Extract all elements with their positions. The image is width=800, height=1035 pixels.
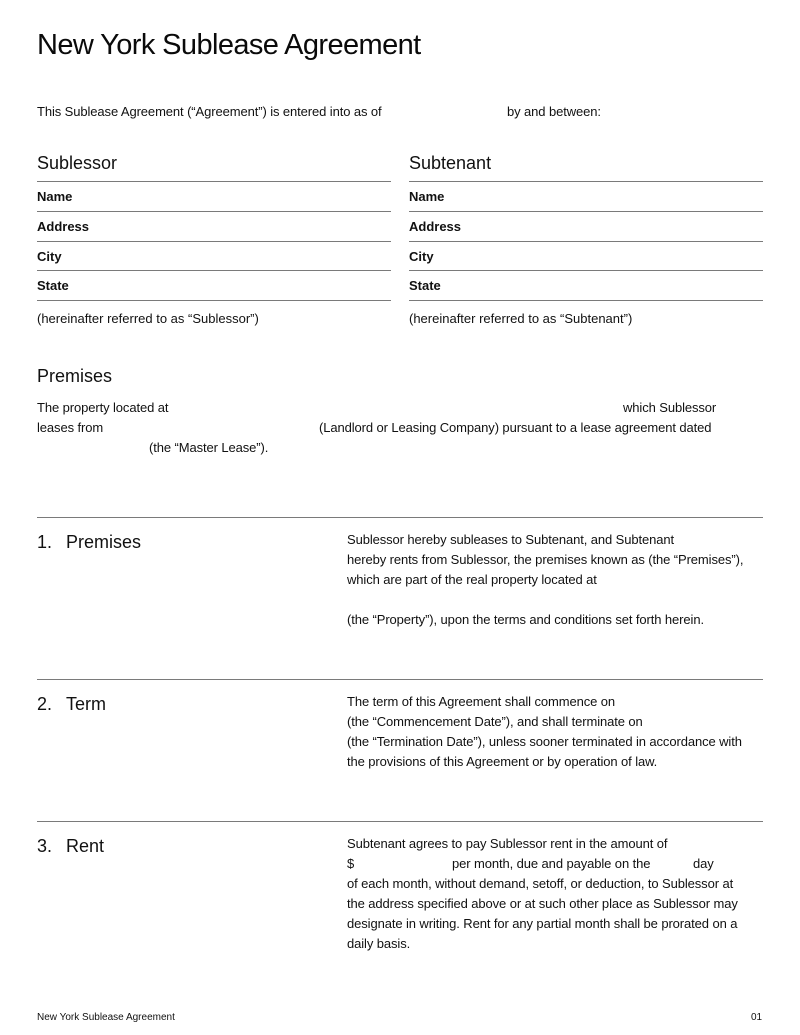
section-number: 2. — [37, 694, 53, 714]
landlord-field[interactable] — [112, 418, 312, 438]
subtenant-city-field[interactable] — [442, 245, 762, 267]
text-line: the address specified above or at such other place as Sublessor may — [347, 896, 738, 911]
section-1-body — [347, 530, 743, 630]
divider — [409, 181, 763, 182]
section-3-body-rest — [347, 874, 738, 954]
sublessor-heading: Sublessor — [37, 153, 118, 173]
section-number: 3. — [37, 836, 53, 856]
subtenant-address-label: Address — [409, 219, 462, 234]
divider — [37, 270, 391, 271]
section-3-line2-mid: per month, due and payable on the — [452, 856, 651, 871]
subtenant-state-label: State — [409, 278, 441, 293]
text-line: The term of this Agreement shall commence on — [347, 694, 616, 709]
text-line: daily basis. — [347, 936, 411, 951]
divider — [37, 241, 391, 242]
section-divider — [37, 821, 763, 822]
premises-line1-end: which Sublessor — [623, 400, 717, 415]
premises-line3: (the “Master Lease”). — [149, 440, 269, 455]
sublessor-state-label: State — [37, 278, 69, 293]
subtenant-city-label: City — [409, 249, 434, 264]
section-title: Premises — [66, 532, 142, 552]
property-address-field[interactable] — [182, 398, 617, 418]
divider — [37, 211, 391, 212]
text-line: the provisions of this Agreement or by operation of law. — [347, 754, 658, 769]
intro-text: This Sublease Agreement (“Agreement”) is entered into as of — [37, 104, 382, 119]
termination-date-field[interactable] — [660, 712, 762, 732]
premises-line2-start: leases from — [37, 420, 104, 435]
footer-title: New York Sublease Agreement — [37, 1012, 175, 1023]
text-line: (the “Property”), upon the terms and conditions set forth herein. — [347, 612, 704, 627]
subtenant-note: (hereinafter referred to as “Subtenant”) — [409, 311, 633, 326]
agreement-date-field[interactable] — [400, 100, 500, 120]
divider — [37, 300, 391, 301]
divider — [409, 270, 763, 271]
premises-heading: Premises — [37, 366, 113, 386]
rent-amount-field[interactable] — [358, 854, 446, 874]
divider — [37, 181, 391, 182]
section-title: Rent — [66, 836, 105, 856]
section-3-heading — [37, 836, 104, 857]
text-line: of each month, without demand, setoff, or deduction, to Sublessor at — [347, 876, 734, 891]
text-line: designate in writing. Rent for any partial month shall be prorated on a — [347, 916, 738, 931]
section-2-heading — [37, 694, 106, 715]
section-number: 1. — [37, 532, 53, 552]
commencement-date-field[interactable] — [632, 692, 762, 712]
property-location-field[interactable] — [347, 590, 743, 610]
sublessor-name-label: Name — [37, 189, 73, 204]
section-3-line2-end: day — [693, 856, 714, 871]
text-line: which are part of the real property located at — [347, 572, 597, 587]
currency-symbol: $ — [347, 856, 355, 871]
subtenant-address-field[interactable] — [467, 215, 762, 237]
section-title: Term — [66, 694, 106, 714]
subtenant-name-label: Name — [409, 189, 445, 204]
section-3-line1: Subtenant agrees to pay Sublessor rent in the amount of — [347, 836, 668, 851]
intro-by-and-between: by and between: — [507, 104, 601, 119]
section-1-heading — [37, 532, 141, 553]
divider — [409, 300, 763, 301]
section-divider — [37, 679, 763, 680]
rent-due-day-field[interactable] — [664, 854, 690, 874]
text-line: hereby rents from Sublessor, the premises known as (the “Premises”), — [347, 552, 744, 567]
text-line: Sublessor hereby subleases to Subtenant, and Subtenant — [347, 532, 675, 547]
master-lease-date-field[interactable] — [37, 438, 145, 458]
sublessor-city-field[interactable] — [70, 245, 390, 267]
text-line: (the “Commencement Date”), and shall terminate on — [347, 714, 643, 729]
sublessor-note: (hereinafter referred to as “Sublessor”) — [37, 311, 259, 326]
sublessor-name-field[interactable] — [90, 186, 390, 208]
section-divider — [37, 517, 763, 518]
premises-line1-start: The property located at — [37, 400, 169, 415]
sublessor-address-field[interactable] — [95, 215, 390, 237]
page-number: 01 — [751, 1012, 763, 1023]
text-line: (the “Termination Date”), unless sooner terminated in accordance with — [347, 734, 742, 749]
subtenant-state-field[interactable] — [448, 274, 762, 296]
document-title: New York Sublease Agreement — [37, 29, 421, 61]
premises-line2-end: (Landlord or Leasing Company) pursuant to a lease agreement dated — [319, 420, 712, 435]
divider — [409, 241, 763, 242]
sublessor-address-label: Address — [37, 219, 90, 234]
subtenant-name-field[interactable] — [462, 186, 762, 208]
divider — [409, 211, 763, 212]
sublessor-state-field[interactable] — [76, 274, 390, 296]
subtenant-heading: Subtenant — [409, 153, 492, 173]
sublessor-city-label: City — [37, 249, 62, 264]
